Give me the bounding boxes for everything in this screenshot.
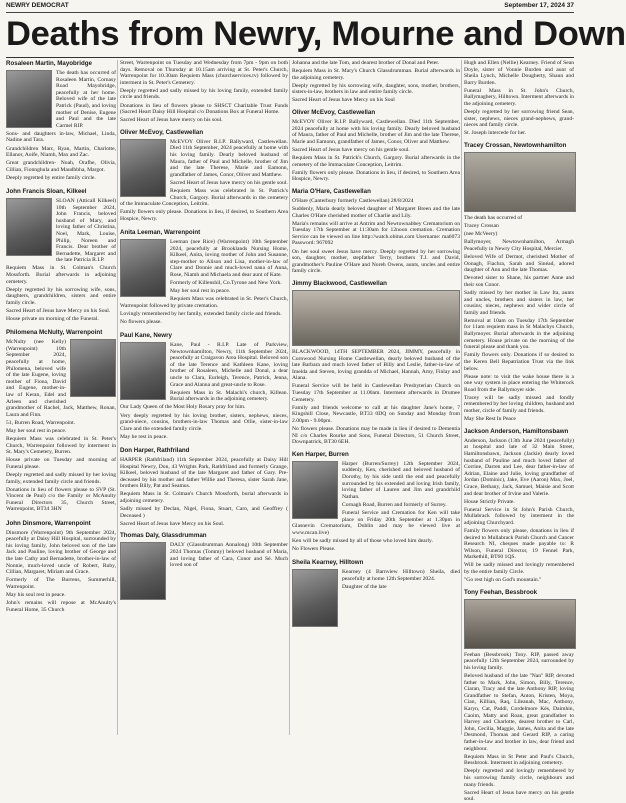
obituary [464, 60, 574, 137]
obituary-text: Deeply regretted and sadly missed by her loving family, extended family circle and friends. [6, 471, 116, 485]
obituary-text: May his soul rest in peace. [6, 591, 66, 598]
obituary-text: Maria's remains will arrive at Antrim and Newtownabbey Crematorium on Tuesday 17th September at 11:30am for 12noon cremation. Cremation Service can be viewed on line http://watch.obitus.com Username: ma6073 Password: 967092 [292, 220, 460, 247]
obituary [6, 520, 116, 614]
obituary-text: 51, Burren Road, Warrenpoint. [6, 419, 76, 426]
obituary-text: DALY (Glassdrumman Annalong) 10th September 2024 Thomas (Tommy) beloved husband of Maria, and loving father of Cara, Conor and Sé. Much loved son of [170, 542, 288, 569]
obituary-text: Devoted sister to Shane, his partner Anne and their son Conor. [464, 275, 574, 288]
obituary-text: Sacred Heart of Jesus have Mercy on his Soul [292, 97, 395, 104]
obituary-text: Suddenly, Maria dearly beloved daughter of Margaret Breen and the late Charles O'Hare cherished mother of Charlie and Lily. [292, 206, 460, 219]
obituary-text: McEVOY Oliver R.I.P. Ballyward, Castlewellan. Died 11th September, 2024 peacefully at home with his loving family. Dearly beloved husband of Maura, father of Paul and Michelle, brother of Jim and the late Therese, Marie and Eamonn, grandfather of James, Conor, Oliver and Matthew. [292, 119, 460, 145]
obituary-text: Family flowers only please. Donations in lieu, if desired, to Southern Area Hospice, Newry. [292, 169, 460, 183]
obituary-text: Requiem Mass was celebrated in St. Peter's Church, Warrenpoint followed by interment in St. Mary's Cemetery, Burren. [6, 436, 116, 456]
obituary-name: Don Harper, Rathfriland [120, 446, 190, 454]
obituary-text: Ballymoyer, Newtownhamilton, Armagh Peacefully in Newry City Hospital, Mercier. [464, 239, 574, 252]
obituary-text: Sacred Heart of Jesus have mercy on his gentle soul. [464, 789, 574, 803]
obituary-text: Dinsmore (Warrenpoint) 9th September 2024, peacefully at Daisy Hill Hospital, surrounded by his loving family, John beloved son of the late Jack and Pauline, loving brother of George and the late Cathy and Bernadette, brother-in-law of Nonnie, much-loved uncle of Robert, Ruby, Cillian, Margaret, Miriam and Grace. [6, 529, 116, 576]
obituary-text: Funeral Service in St John's Parish Church, Mullabrack followed by interment in the adjoining Churchyard. [464, 506, 574, 526]
portrait-photo [120, 342, 166, 400]
obituary-text: Sons- and daughters in-law, Michael, Linda, Nadine and Tara. [6, 130, 116, 144]
obituary-text: Great grandchildren- Noah, Orafhe, Olivia, Cillian, Fionnghula and Maudhbha, Margot. [6, 160, 116, 173]
obituary-text: St. Joseph intercede for her. [464, 130, 527, 137]
obituary-text: Requiem Mass in St. Mary's Church Glassdrumman. Burial afterwards in the adjoining cemetery. [292, 68, 460, 81]
obituary-text: Daughter of the late [342, 583, 387, 590]
obituary [120, 332, 288, 442]
obituary-text: Requiem Mass in St. Patrick's Church, Gargory. Burial afterwards in the cemetery of the Immaculate Conception, Leitrim. [292, 155, 460, 168]
obituary-text: Funeral Mass in St. John's Church, Ballymaghery, Hilltown. Interment afterwards in the adjoining cemetery. [464, 87, 574, 108]
column-4 [464, 60, 574, 803]
paper-name: NEWRY DEMOCRAT [6, 2, 69, 9]
obituary-name: Rosaleen Martin, Mayobridge [6, 60, 92, 67]
obituary [120, 532, 288, 602]
obituary-name: Maria O'Hare, Castlewellan [292, 187, 371, 195]
obituary-text: No Flowers Please. [292, 545, 336, 552]
obituary [120, 60, 288, 124]
portrait-photo [120, 542, 166, 600]
obituary-text: Deeply regretted and lovingly remembered by his sorrowing family circle, neighbours and many friends. [464, 768, 574, 788]
headline-rule [6, 57, 574, 58]
obituary-name: Paul Kane, Newry [120, 332, 172, 340]
obituary [120, 129, 288, 224]
obituary-text: May her soul rest in peace. [6, 427, 67, 434]
obituary [292, 280, 460, 446]
obituary-text: May he rest in peace. [120, 433, 168, 440]
obituary-text: HARPER (Rathfriland) 11th September 2024, peacefully at Daisy Hill Hospital Newry, Don, 43 Wrights Park, Rathfriland and formerly Grange, Kilkeel, beloved husband of the late Margaret and father of Gary. Pre-deceased by his mother and father Willie and Theresa, sister Sarah Jane, brothers Billy, Pat and Seamus. [120, 456, 288, 490]
column-divider [289, 60, 290, 735]
obituary [6, 188, 116, 324]
obituary-name: Anita Leeman, Warrenpoint [120, 228, 201, 236]
column-2 [120, 60, 288, 735]
obituary-text: Deeply regretted by his sorrowing wife, sons, daughters, grandchildren, sisters and entire family circle. [6, 286, 116, 306]
obituary-text: Requiem Mass in St. Malachi's church, Killean. Burial afterwards in the adjoining cemetery. [170, 389, 288, 403]
obituary [292, 559, 460, 629]
obituary-name: Jimmy Blackwood, Castlewellan [292, 279, 387, 287]
obituary-text: House private on Tuesday and morning of Funeral please. [6, 457, 116, 470]
obituary-name: John Dinsmore, Warrenpoint [6, 519, 91, 527]
portrait-photo [6, 70, 52, 128]
obituary [292, 188, 460, 275]
obituary [292, 451, 460, 554]
obituary [464, 142, 574, 423]
obituary-name: Oliver McEvoy, Castlewellan [292, 109, 376, 117]
obituary-text: Sadly missed by her mother in Law Ita, aunts and uncles, brothers and sisters in law, her cousins; nieces, nephews and wider circle of family and friends. [464, 289, 574, 316]
obituary-text: The death has occurred of Rosaleen Martin, Cornasy Road Mayobridge, peacefully at her home. Beloved wife of the late Patrick (Paud), and loving mother of Denise, Eugene and Paul and the late Carmel RIP. [56, 70, 116, 129]
column-divider [117, 60, 118, 735]
obituary-text: Grandchildren Marc, Ryan, Martin, Charlotte, Ellanor, Aoife, Niamh, Max and Zac. [6, 145, 116, 159]
obituary-text: BLACKWOOD, 14TH SEPTEMBER 2024, JIMMY, peacefully in Cornwood Nursing Home Castlewellan, dearly beloved husband of the late Barbara and much loved father of Billy and Leslie, father-in-law of Imelda and Steven, loving grandda of Michael, Hannah, Amy, Finlay and Alana. [292, 348, 460, 382]
obituary [6, 60, 116, 183]
obituary-text: Feehan (Bessbrook) Tony. RIP, passed away peacefully 12th September 2024, surrounded by his loving family. [464, 651, 574, 671]
obituary-text: Sacred Heart of Jesus have Mercy on his Soul. [120, 520, 225, 527]
portrait-photo [292, 569, 338, 627]
obituary-text: Requiem Mass was celebrated in St. Peter's Church, Warrenpoint followed by private cremation. [120, 296, 288, 309]
obituary-text: Requiem Mass was celebrated in St. Patrick's Church, Gargory. Burial afterwards in the cemetery of the Immaculate Conception, Leitrim. [120, 188, 288, 208]
obituary-text: Requiem Mass in St Peter and Paul's Church, Bessbrook. Interment in adjoining cemetery. [464, 753, 574, 767]
obituary-text: Requiem Mass in St. Colman's Church Mossforth. Burial afterwards in adjoining cemetery. [6, 265, 116, 285]
obituary-text: Sacred Heart of Jesus have mercy on his gentle soul. [170, 179, 288, 186]
obituary-name: Tony Feehan, Bessbrook [464, 588, 538, 596]
obituary-text: Donations in lieu of flowers please to SHSCT Charitable Trust Funds (Sacred Heart Daisy Hill Hospital c/o Donations Box at Funeral Home. [120, 102, 288, 116]
portrait-photo [464, 152, 576, 212]
obituary-name: Ken Harper, Burren [292, 450, 349, 458]
obituary-text: Ken will be sadly missed by all of those who loved him dearly. [292, 537, 433, 544]
obituary-text: No flowers please. [120, 319, 162, 325]
obituary-text: McEVOY Oliver R.I.P. Ballyward, Castlewellan. Died 11th September, 2024 peacefully at home with his loving family. Dearly beloved husband of Maura, father of Paul and Michelle, brother of Jim and the late Therese, Marie and Eamonn, grandfather of James, Conor, Oliver and Matthew. [170, 138, 288, 178]
obituary-text: Deeply regretted by entire family circle. [6, 174, 96, 181]
obituary-name: Sheila Kearney, Hilltown [292, 558, 364, 566]
obituary-text: May She Rest In Peace [464, 416, 516, 423]
obituary-text: Funeral Service and Cremation for Ken will take place on Friday 20th September at 1.30pm in Glasnevin Crematorium, Dublin and may be viewed live at www.mcan.live) [292, 509, 460, 536]
obituary [464, 428, 574, 584]
portrait-photo [70, 339, 116, 397]
obituary-text: Our Lady Queen of the Most Holy Rosary pray for him. [120, 404, 246, 411]
obituary-text: Tracey will be sadly missed and fondly remembered by her loving children, husband and mother, circle of family and friends. [464, 394, 574, 415]
obituary-name: John Francis Sloan, Kilkeel [6, 188, 87, 195]
portrait-photo [120, 139, 166, 197]
obituary-text: Tracey Crossan [464, 223, 499, 230]
obituary-name: Oliver McEvoy, Castlewellan [120, 128, 204, 136]
obituary-text: Please note: to visit the wake house there is a one way system in place entering the Whiterock Road from the Ballymoyer side. [464, 373, 574, 393]
obituary [6, 329, 116, 514]
obituary-text: Lovingly remembered by her family, extended family circle and friends. [120, 310, 282, 317]
obituary [120, 447, 288, 527]
obituary-text: Very deeply regretted by his loving brother, sisters, nephews, nieces, grand-niece, cousins, brothers-in-law Thomas and Ollie, sister-in-law Clare and the extended family circle. [120, 412, 288, 432]
portrait-photo [292, 461, 338, 519]
obituary-text: Beloved husband of the late "Nan" RIP, devoted father to Mark, John, Simon, Billy, Terence, Ciaran, Tracy and the late Anthony RIP, loving Grandfather to Stefan, Anton, Kristen, Moya, Cian, Killian, Raq, Lileanah, Mac, Anthony, Karyn, Cat, Paddi, Cordelmore Kés, Daimhin, Caoim, Matty and Roan, great grandfather to Harvey and Charlotte, dearest brother to Carl, John, Cecilia, Maggie, James, Anita and the late Desmond, Thomas and Gerard RIP, a caring father-in-law and brother in law, dear friend and neighbour. [464, 673, 574, 752]
obituary-text: Sacred Heart of Jesus have mercy on his gentle soul. [292, 146, 410, 153]
obituary-text: Family flowers only please. Donations in lieu, if desired, to Southern Area Hospice, Newry. [120, 209, 288, 222]
obituary [120, 229, 288, 327]
obituary-text: Funeral Service will be held in Castlewellan Presbyterian Church on Tuesday 17th September at 11.00am. Interment afterwards in Drumee Cemetery. [292, 383, 460, 403]
obituary-name: Jackson Anderson, Hamiltonsbawn [464, 427, 569, 435]
obituary-text: Requiem Mass in St. Colman's Church Mossforth, burial afterwards in adjoining cemetery. [120, 491, 288, 504]
obituary-text: House Strictly Private. [464, 498, 515, 505]
obituary-text: Street, Warrenpoint on Tuesday and Wednesday from 7pm - 9pm on both days. Removal on Thursday at 10.15am arriving at St. Peter's Church, Warrenpoint for 10.30am Requiem Mass (churchservices.tv) followed by interment in St. Peter's Cemetery. [120, 60, 288, 86]
obituary-text: Family flowers only please, donations in lieu if desired to Mullabrack Parish Church and Cancer Research NI, cheques made payable to: R Wilson, Funeral Director, 19 Fennel Park, Markethill, BT60 1QS. [464, 527, 574, 561]
obituary-text: Family and friends welcome to call at his daughter Jane's home, 7 Kingshill Close, Newcastle, BT33 0DQ on Sunday and Monday from 2.00pm - 9.00pm. [292, 404, 460, 424]
obituary-text: Anderson, Jackson (13th June 2024 (peacefully) at hospital and late of 32 Main Street, Hamiltonsbawn, Jackson (Jackie) dearly loved husband of Pauline and much loved father of Corrine, Darren and Lee, dear father-in-law of Adrian, Elaine and Julie, loving grandfather of Jordan (Dominic), Jake, Eve (Aaron) Max, Joel, Grace, Bethany, Jack, Samuel, Maisie and Scott and dear brother of Irvine and Valerie. [464, 437, 574, 497]
obituary-text: John's remains will repose at McAnulty's Funeral Home, 35 Church [6, 599, 116, 613]
obituary-text: Hugh and Ellen (Nellie) Kearney. Friend of Sean Doyle, sister of Vonnie Burden and aunt of Sheila Lynch, Michelle Dougherty, Shaun and Barry Burden. [464, 60, 574, 86]
obituary-text: House private on morning of the Funeral. [6, 316, 99, 323]
obituary-text: Formerly of The Burrens, Summerhill, Warrenpoint. [6, 577, 116, 590]
column-divider [461, 60, 462, 735]
obituary-text: Kearney (4 Barnview Hilltown) Sheila, died peacefully at home 12th September 2024. [342, 568, 460, 582]
obituary-text: Deeply regretted by his sorrowing wife, daughter, sons, mother, brothers, sisters-in-law, brothers in law and entire family circle. [292, 82, 460, 96]
obituary-text: Johanna and the late Tom, and dearest brother of Donal and Peter. [292, 60, 440, 66]
obituary-text: Beloved Wife of Dermot, cherished Mother of Oonagh, Fiachra, Sarah and Sinéad, adored daughter of Ann and the late Thomas. [464, 254, 574, 274]
column-3 [292, 60, 460, 735]
portrait-photo [6, 198, 52, 256]
obituary-text: Deeply regretted by her sorrowing friend Sean, sister, nephews, nieces grand-nephews, grand-nieces and family circle. [464, 109, 574, 129]
obituary-text: SLOAN (Atticall Kilkeel) 10th September 2024, John Francis, beloved husband of Mary, and loving father of Christina, Noel, Mark, Louise, Philip, Noreen and Francis. Dear brother of Bernadette, Margaret and the late Patricia R.I.P. [56, 198, 116, 264]
portrait-photo [464, 599, 576, 649]
obituary-text: Deeply regretted and sadly missed by his loving family, extended family circle and friends. [120, 87, 288, 101]
obituary-text: The death has occurred of [464, 215, 523, 222]
obituary [292, 109, 460, 183]
obituary-text: Sacred Heart of Jesus have mercy on his soul. [120, 117, 223, 124]
portrait-photo [120, 239, 166, 297]
obituary-text: O'Hare (Canterbury formerly Castlewellan) 28/8/2024 [292, 197, 414, 204]
page-headline: Deaths from Newry, Mourne and Down [6, 15, 626, 53]
issue-date: September 17, 2024 37 [504, 2, 574, 9]
obituary-text: Formerly of Killenshil, Co.Tyrone and New York. [170, 280, 282, 287]
obituary [464, 589, 574, 803]
obituary-text: On her soul sweet Jesus have mercy. Deeply regretted by her sorrowing son, daughter, mother, stepfather Terry, brothers T.J. and David, grandmother's Pauline O'Hare and Noreh Owens, aunts, uncles and entire family circle. [292, 248, 460, 275]
obituary-name: Thomas Daly, Glassdrumman [120, 532, 207, 540]
portrait-photo [292, 290, 460, 346]
obituary-name: Tracey Crossan, Newtownhamilton [464, 142, 567, 150]
obituary-text: Sadly missed by Declan, Nigel, Fiona, Stuart, Caro, and Geoffrey ( Deceased ) [120, 506, 288, 519]
obituary-text: Family flowers only. Donations if so desired to the Keren Bell Repatriation Trust via the link below. [464, 352, 574, 372]
obituary-text: No flowers please. Donations may be made in lieu if desired to Dementia NI c/o Charles Rourke and Sons, Funeral Directors, 51 Church Street, Downpatrick, BT30 6EH. [292, 425, 460, 446]
column-1 [6, 60, 116, 735]
obituary-text: McNulty (nee Kelly)(Warrenpoint) 10th September 2024, peacefully at home, Philomena, beloved wife of the late Eugene, loving mother of Fiona, David and Eugene, mother-in-law of Keran, Edel and Arleen and cherished grandmother of Rachel, Jack, Matthew, Ronan, Laura and Finn. [6, 339, 116, 418]
obituary-text: Removal at 10am on Tuesday 17th September for 11am requiem mass in St Malachys Church, Ballymoyer. Burial afterwards in the adjoining cemetery. House private on the morning of the funeral please and thank you. [464, 317, 574, 351]
obituary-text: (nee McVeery) [464, 231, 498, 238]
obituary-text: Donations in lieu of flowers please to SVP (St. Vincent de Paul) c/o the Family or McAnulty Funeral Directors 35, Church Street, Warrenpoint, BT34 3HN [6, 486, 116, 513]
obituary [292, 60, 460, 104]
obituary-text: Leeman (nee Rice) (Warrenpoint) 10th September 2024, peacefully at Brooklands Nursing Home, Kilkeel, Anita, loving mother of John and Susanne, step-mother to Alison and Lisa, mother-in-law of Clare and Donnie and much-loved nana of Anna, Rose, Niamh and Michaela and dear aunt of Kate. [170, 238, 288, 278]
obituary-text: Harper (Burren/Surrey) 12th September 2024, suddenly, Ken, cherished and beloved husband of Dorothy, by his side until the end and peacefully surrounded by his extended and loving Irish family, loving father of Lauren and Jim and grandchild Nathan. [342, 460, 460, 500]
obituary-text: Kane, Paul - R.I.P. Late of Parkview, Newtownhamilton, Newry, 11th September 2024, peacefully at Craigavon Area Hospital. Beloved son of the late Terence and Kathleen Kane, loving brother of Rosaleen, Michelle and Donal, a dear uncle to Clara, Eurleigh, Terence, Patrick, Jenna, Grace and Alanna and great-uncle to Rose. [170, 342, 288, 388]
obituary-text: Cornagh Road, Burren and formerly of Surrey. [342, 501, 447, 508]
obituary-text: "Go rest high on God's mountain." [464, 577, 542, 584]
obituary-name: Philomena McNulty, Warrenpoint [6, 329, 103, 337]
obituary-text: Will be sadly missed and lovingly remembered by the entire family Circle. [464, 562, 574, 576]
obituary-text: May her soul rest in peace. [170, 288, 231, 295]
obituary-text: Sacred Heart of Jesus have Mercy on his Soul. [6, 308, 111, 314]
